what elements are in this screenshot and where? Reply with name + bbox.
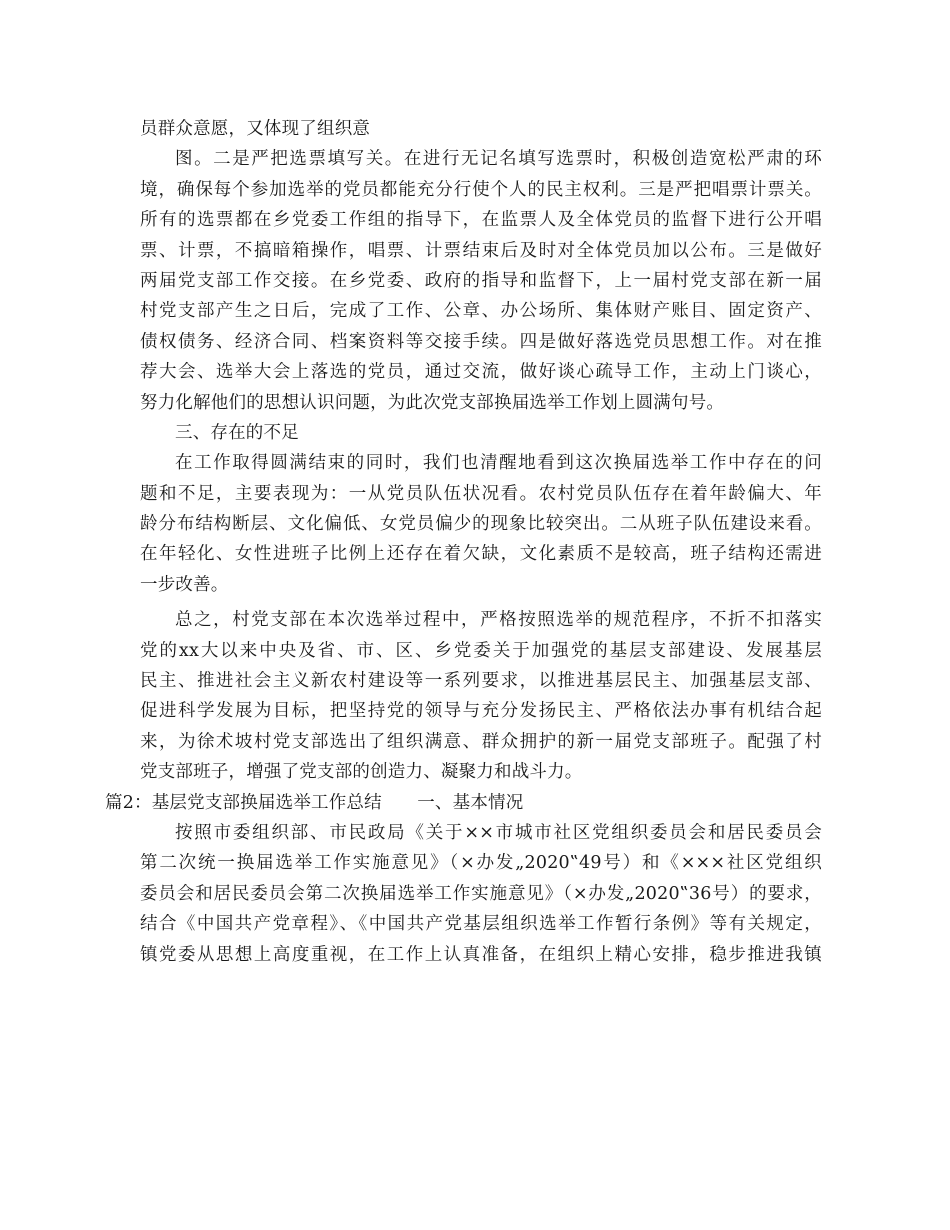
text-line: 境，确保每个参加选举的党员都能充分行使个人的民主权利。三是严把唱票计票关。 <box>140 179 822 200</box>
text-line: 总之，村党支部在本次选举过程中，严格按照选举的规范程序，不折不扣落实 <box>175 610 822 631</box>
document-page <box>105 114 822 970</box>
text-line: 题和不足，主要表现为：一从党员队伍状况看。农村党员队伍存在着年龄偏大、年 <box>140 483 822 504</box>
text-line: 来，为徐术坡村党支部选出了组织满意、群众拥护的新一届党支部班子。配强了村 <box>140 731 822 752</box>
text-line: 镇党委从思想上高度重视，在工作上认真准备，在组织上精心安排，稳步推进我镇 <box>140 944 822 965</box>
text-line: 村党支部产生之日后，完成了工作、公章、办公场所、集体财产账目、固定资产、 <box>140 301 822 322</box>
text-line: 票、计票，不搞暗箱操作，唱票、计票结束后及时对全体党员加以公布。三是做好 <box>140 240 822 261</box>
text-line: 第二次统一换届选举工作实施意见》（×办发„2020‟49号）和《×××社区党组织 <box>140 853 822 874</box>
text-line: 图。二是严把选票填写关。在进行无记名填写选票时，积极创造宽松严肃的环 <box>175 149 822 170</box>
text-line: 两届党支部工作交接。在乡党委、政府的指导和监督下，上一届村党支部在新一届 <box>140 270 822 291</box>
article-heading: 篇2：基层党支部换届选举工作总结 一、基本情况 <box>105 792 524 813</box>
text-line: 龄分布结构断层、文化偏低、女党员偏少的现象比较突出。二从班子队伍建设来看。 <box>140 514 822 535</box>
text-line: 委员会和居民委员会第二次换届选举工作实施意见》（×办发„2020‟36号）的要求， <box>140 883 822 904</box>
section-heading: 三、存在的不足 <box>175 422 299 443</box>
text-line: 所有的选票都在乡党委工作组的指导下，在监票人及全体党员的监督下进行公开唱 <box>140 210 822 231</box>
text-line: 荐大会、选举大会上落选的党员，通过交流，做好谈心疏导工作，主动上门谈心， <box>140 362 822 383</box>
text-line: 结合《中国共产党章程》、《中国共产党基层组织选举工作暂行条例》等有关规定， <box>140 914 822 935</box>
text-line: 在工作取得圆满结束的同时，我们也清醒地看到这次换届选举工作中存在的问 <box>175 453 822 474</box>
text-line: 党支部班子，增强了党支部的创造力、凝聚力和战斗力。 <box>140 762 583 783</box>
text-line: 员群众意愿，又体现了组织意 <box>140 119 371 139</box>
text-line: 民主、推进社会主义新农村建设等一系列要求，以推进基层民主、加强基层支部、 <box>140 671 822 692</box>
text-line: 促进科学发展为目标，把坚持党的领导与充分发扬民主、严格依法办事有机结合起 <box>140 701 822 722</box>
text-line: 按照市委组织部、市民政局《关于××市城市社区党组织委员会和居民委员会 <box>175 822 822 843</box>
text-line: 债权债务、经济合同、档案资料等交接手续。四是做好落选党员思想工作。对在推 <box>140 331 822 352</box>
text-line: 努力化解他们的思想认识问题，为此次党支部换届选举工作划上圆满句号。 <box>140 392 725 413</box>
text-line: 在年轻化、女性进班子比例上还存在着欠缺，文化素质不是较高，班子结构还需进 <box>140 544 822 565</box>
text-line: 一步改善。 <box>140 574 229 595</box>
text-line: 党的xx大以来中央及省、市、区、乡党委关于加强党的基层支部建设、发展基层 <box>140 640 822 661</box>
